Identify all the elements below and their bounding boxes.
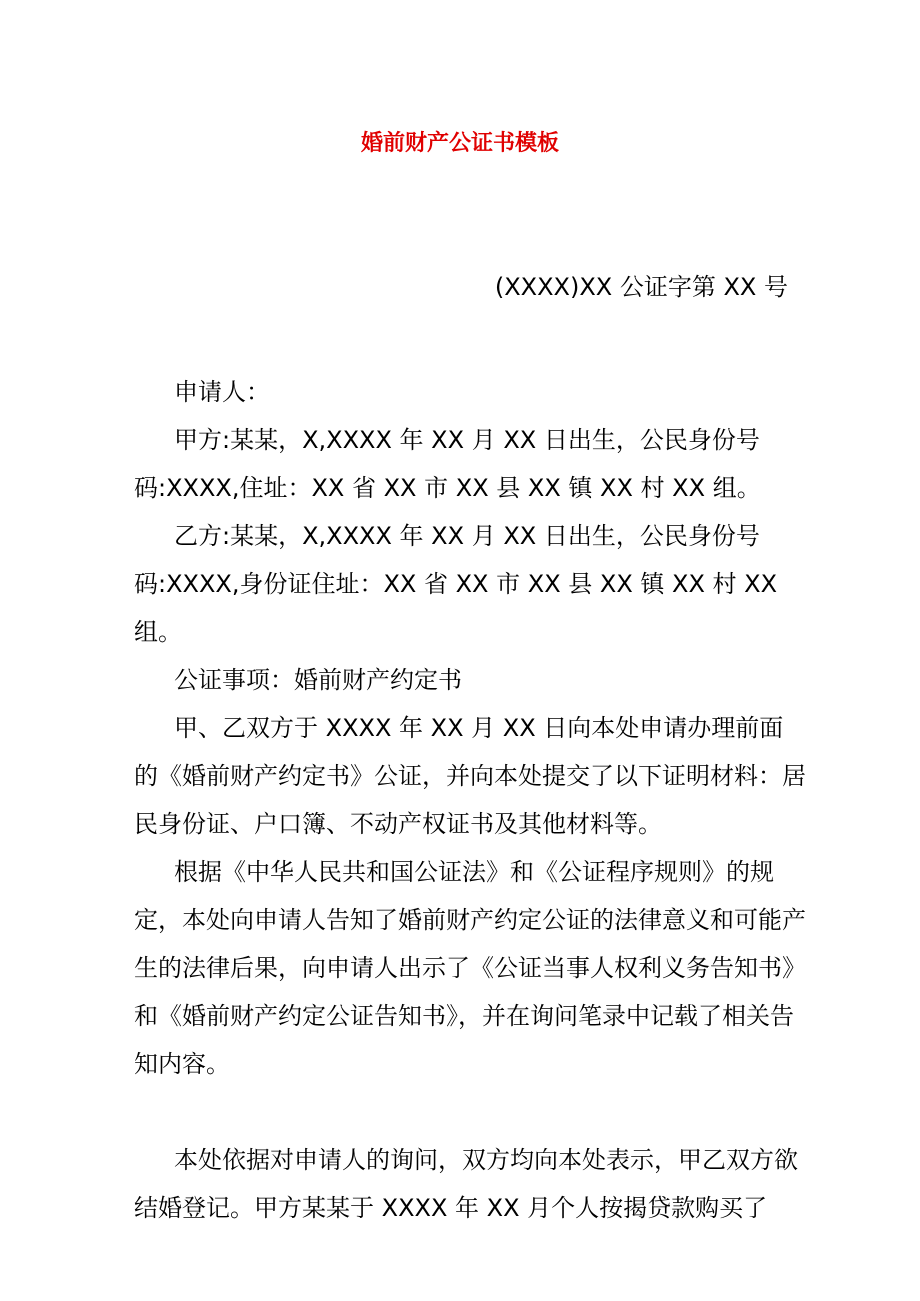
notary-document-number: (XXXX)XX 公证字第 XX 号 <box>494 273 788 301</box>
party-b-paragraph: 乙方:某某，X,XXXX 年 XX 月 XX 日出生，公民身份号码:XXXX,身份证住址：XX 省 XX 市 XX 县 XX 镇 XX 村 XX 组。 <box>134 522 778 646</box>
notary-matter-paragraph: 公证事项：婚前财产约定书 <box>174 666 462 694</box>
application-paragraph: 甲、乙双方于 XXXX 年 XX 月 XX 日向本处申请办理前面的《婚前财产约定书》公证，并向本处提交了以下证明材料：居民身份证、户口簿、不动产权证书及其他材料等。 <box>134 714 806 838</box>
applicant-heading: 申请人： <box>174 378 270 406</box>
statement-paragraph: 本处依据对申请人的询问，双方均向本处表示，甲乙双方欲结婚登记。甲方某某于 XXXX 年 XX 月个人按揭贷款购买了 <box>134 1146 798 1222</box>
document-title: 婚前财产公证书模板 <box>360 131 559 156</box>
legal-notice-paragraph: 根据《中华人民共和国公证法》和《公证程序规则》的规定，本处向申请人告知了婚前财产约定公证的法律意义和可能产生的法律后果，向申请人出示了《公证当事人权利义务告知书》和《婚前财产约定公证告知书》，并在询问笔录中记载了相关告知内容。 <box>134 858 806 1078</box>
party-a-paragraph: 甲方:某某，X,XXXX 年 XX 月 XX 日出生，公民身份号码:XXXX,住址：XX 省 XX 市 XX 县 XX 镇 XX 村 XX 组。 <box>134 426 761 502</box>
document-body <box>134 368 806 1232</box>
